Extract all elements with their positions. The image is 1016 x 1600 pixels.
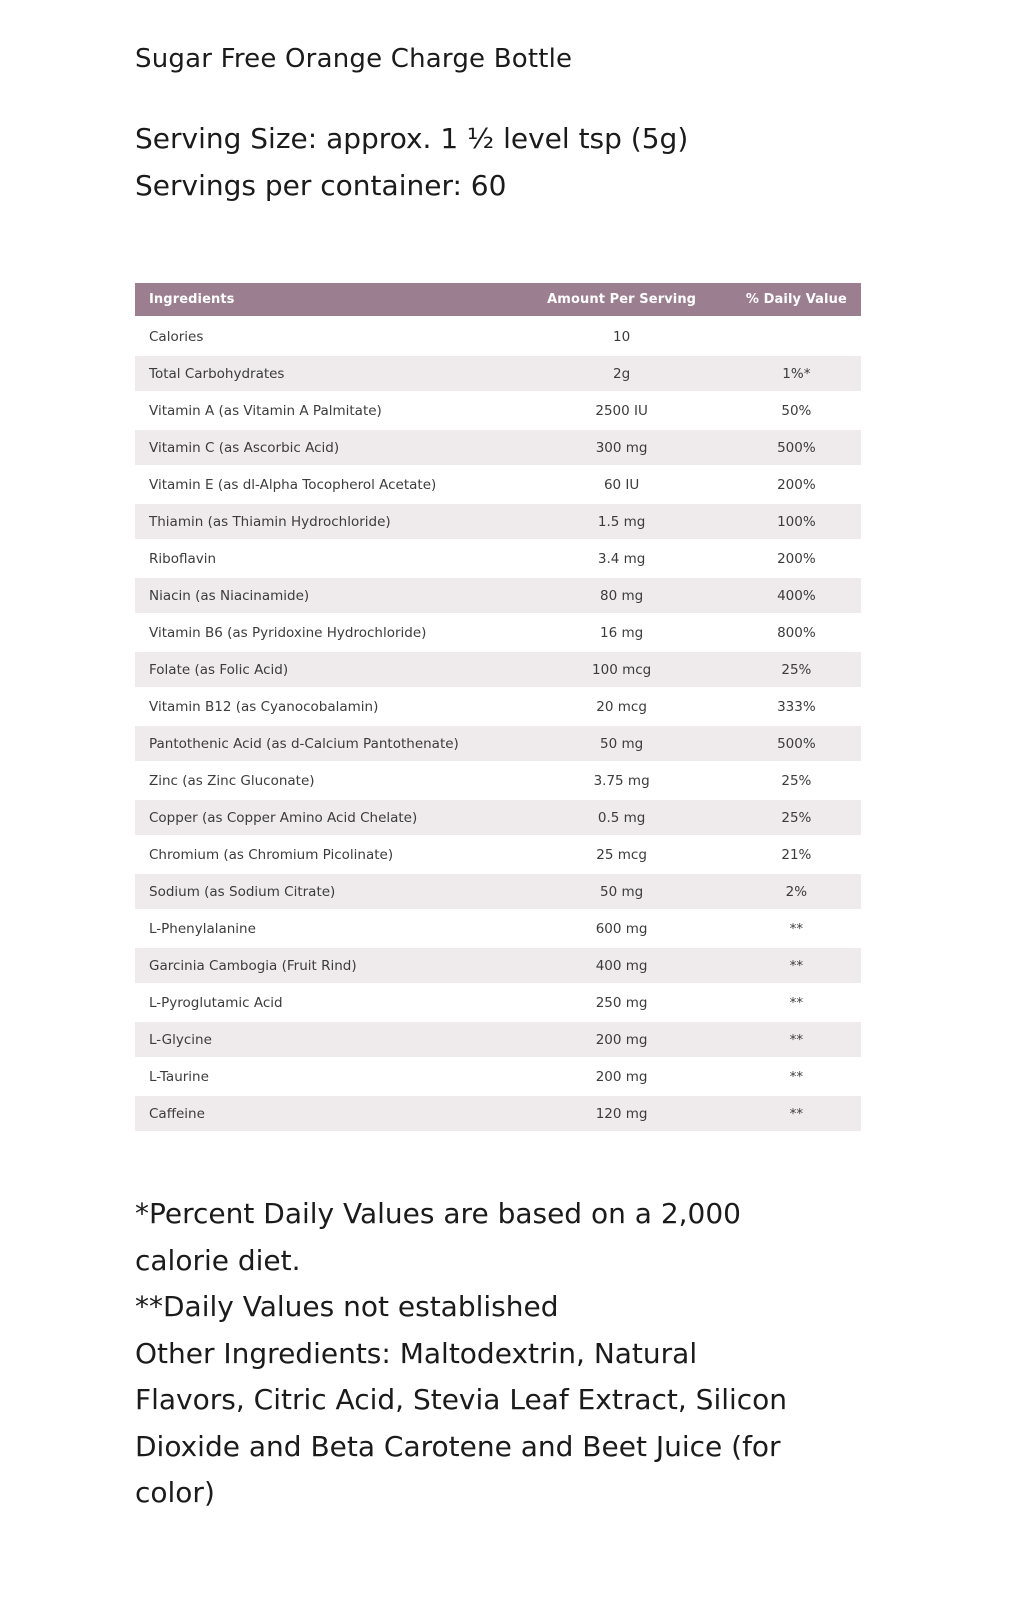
table-row — [135, 393, 861, 430]
daily-value-cell: ** — [732, 1096, 861, 1133]
amount-cell: 250 mg — [511, 985, 731, 1022]
daily-value-cell: ** — [732, 911, 861, 948]
daily-value-cell: 400% — [732, 578, 861, 615]
amount-cell: 3.75 mg — [511, 763, 731, 800]
amount-cell: 300 mg — [511, 430, 731, 467]
table-row — [135, 874, 861, 911]
daily-value-cell: 25% — [732, 800, 861, 837]
table-row — [135, 319, 861, 356]
footnotes — [135, 1191, 863, 1517]
amount-cell: 50 mg — [511, 726, 731, 763]
ingredient-cell: Thiamin (as Thiamin Hydrochloride) — [135, 504, 511, 541]
ingredient-cell: L-Taurine — [135, 1059, 511, 1096]
table-row — [135, 726, 861, 763]
amount-cell: 200 mg — [511, 1022, 731, 1059]
table-body — [135, 319, 861, 1133]
ingredient-cell: Vitamin E (as dl-Alpha Tocopherol Acetate) — [135, 467, 511, 504]
amount-cell: 20 mcg — [511, 689, 731, 726]
table-row — [135, 356, 861, 393]
ingredient-cell: Vitamin B6 (as Pyridoxine Hydrochloride) — [135, 615, 511, 652]
daily-value-cell: 500% — [732, 726, 861, 763]
serving-info — [135, 115, 863, 209]
daily-value-cell: 25% — [732, 652, 861, 689]
daily-value-cell: ** — [732, 948, 861, 985]
daily-value-cell: ** — [732, 1059, 861, 1096]
daily-value-cell: 21% — [732, 837, 861, 874]
ingredient-cell: Vitamin C (as Ascorbic Acid) — [135, 430, 511, 467]
daily-value-cell: 25% — [732, 763, 861, 800]
daily-value-cell: 50% — [732, 393, 861, 430]
footnote-line: **Daily Values not established — [135, 1290, 559, 1323]
ingredient-cell: L-Pyroglutamic Acid — [135, 985, 511, 1022]
amount-cell: 100 mcg — [511, 652, 731, 689]
footnote-line: Other Ingredients: Maltodextrin, Natural — [135, 1336, 698, 1370]
table-row — [135, 652, 861, 689]
table-row — [135, 911, 861, 948]
footnote-line: Dioxide and Beta Carotene and Beet Juice (for — [135, 1429, 781, 1463]
ingredient-cell: Niacin (as Niacinamide) — [135, 578, 511, 615]
column-header-amount-per-serving: Amount Per Serving — [511, 283, 731, 319]
daily-value-cell: 800% — [732, 615, 861, 652]
ingredient-cell: Pantothenic Acid (as d-Calcium Pantothenate) — [135, 726, 511, 763]
daily-value-cell: 2% — [732, 874, 861, 911]
amount-cell: 50 mg — [511, 874, 731, 911]
serving-size-line: Serving Size: approx. 1 ½ level tsp (5g) — [135, 122, 689, 155]
daily-value-cell: 333% — [732, 689, 861, 726]
amount-cell: 2500 IU — [511, 393, 731, 430]
table-row — [135, 985, 861, 1022]
amount-cell: 200 mg — [511, 1059, 731, 1096]
table-row — [135, 430, 861, 467]
amount-cell: 0.5 mg — [511, 800, 731, 837]
ingredient-cell: Vitamin A (as Vitamin A Palmitate) — [135, 393, 511, 430]
ingredient-cell: Total Carbohydrates — [135, 356, 511, 393]
amount-cell: 10 — [511, 319, 731, 356]
table-row — [135, 1022, 861, 1059]
amount-cell: 120 mg — [511, 1096, 731, 1133]
amount-cell: 80 mg — [511, 578, 731, 615]
ingredient-cell: Caffeine — [135, 1096, 511, 1133]
amount-cell: 16 mg — [511, 615, 731, 652]
footnote-line: Flavors, Citric Acid, Stevia Leaf Extract, Silicon — [135, 1383, 788, 1416]
amount-cell: 60 IU — [511, 467, 731, 504]
amount-cell: 3.4 mg — [511, 541, 731, 578]
daily-value-cell — [732, 319, 861, 356]
daily-value-cell: 100% — [732, 504, 861, 541]
footnote-line: *Percent Daily Values are based on a 2,000 — [135, 1197, 741, 1230]
table-row — [135, 578, 861, 615]
amount-cell: 2g — [511, 356, 731, 393]
ingredient-cell: Garcinia Cambogia (Fruit Rind) — [135, 948, 511, 985]
supplement-facts-table — [135, 283, 861, 1133]
table-row — [135, 467, 861, 504]
daily-value-cell: 500% — [732, 430, 861, 467]
daily-value-cell: 1%* — [732, 356, 861, 393]
ingredient-cell: Riboflavin — [135, 541, 511, 578]
table-row — [135, 1096, 861, 1133]
ingredient-cell: Folate (as Folic Acid) — [135, 652, 511, 689]
table-row — [135, 948, 861, 985]
table-row — [135, 837, 861, 874]
table-row — [135, 541, 861, 578]
footnote-line: color) — [135, 1476, 215, 1509]
amount-cell: 600 mg — [511, 911, 731, 948]
ingredient-cell: Chromium (as Chromium Picolinate) — [135, 837, 511, 874]
daily-value-cell: 200% — [732, 541, 861, 578]
footnote-line: calorie diet. — [135, 1243, 301, 1277]
ingredient-cell: Sodium (as Sodium Citrate) — [135, 874, 511, 911]
ingredient-cell: L-Glycine — [135, 1022, 511, 1059]
table-row — [135, 1059, 861, 1096]
amount-cell: 400 mg — [511, 948, 731, 985]
ingredient-cell: Copper (as Copper Amino Acid Chelate) — [135, 800, 511, 837]
ingredient-cell: L-Phenylalanine — [135, 911, 511, 948]
table-row — [135, 763, 861, 800]
daily-value-cell: ** — [732, 985, 861, 1022]
ingredient-cell: Zinc (as Zinc Gluconate) — [135, 763, 511, 800]
ingredient-cell: Vitamin B12 (as Cyanocobalamin) — [135, 689, 511, 726]
product-title: Sugar Free Orange Charge Bottle — [135, 44, 573, 74]
ingredient-cell: Calories — [135, 319, 511, 356]
daily-value-cell: ** — [732, 1022, 861, 1059]
table-row — [135, 800, 861, 837]
amount-cell: 1.5 mg — [511, 504, 731, 541]
daily-value-cell: 200% — [732, 467, 861, 504]
table-row — [135, 615, 861, 652]
amount-cell: 25 mcg — [511, 837, 731, 874]
content-column — [135, 0, 863, 1517]
table-row — [135, 504, 861, 541]
column-header-daily-value: % Daily Value — [732, 283, 861, 319]
table-header-row — [135, 283, 861, 319]
table-row — [135, 689, 861, 726]
column-header-ingredients: Ingredients — [135, 283, 511, 319]
servings-per-container-line: Servings per container: 60 — [135, 169, 507, 202]
